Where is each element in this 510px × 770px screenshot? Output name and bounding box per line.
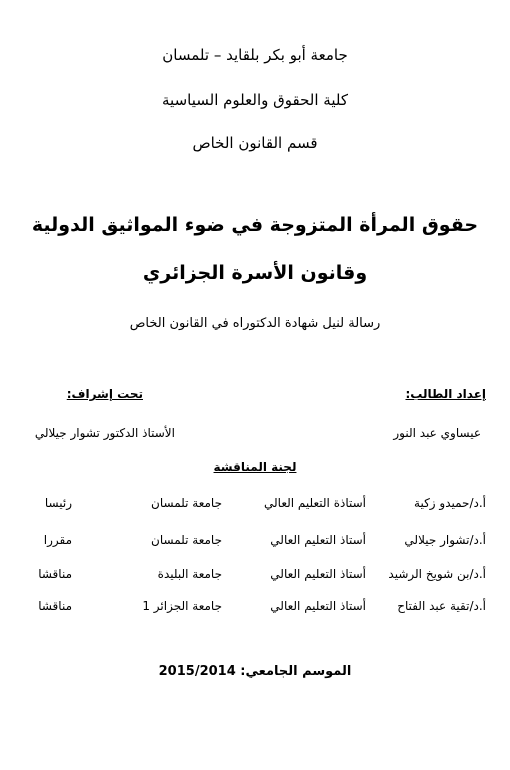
member-university: جامعة الجزائر 1 bbox=[142, 599, 222, 613]
student-name: عيساوي عبد النور bbox=[393, 426, 481, 440]
academic-year-label: الموسم الجامعي: bbox=[240, 664, 352, 679]
committee-row bbox=[0, 533, 510, 553]
member-name: أ.د/بن شويخ الرشيد bbox=[388, 567, 486, 581]
supervisor-label: تحت إشراف: bbox=[66, 387, 143, 401]
academic-year bbox=[0, 664, 510, 679]
member-rank: أستاذ التعليم العالي bbox=[270, 533, 366, 547]
member-university: جامعة تلمسان bbox=[151, 496, 222, 510]
academic-year-value: 2015/2014 bbox=[158, 664, 236, 679]
university-name: جامعة أبو بكر بلقايد – تلمسان bbox=[162, 46, 348, 64]
member-name: أ.د/تشوار جيلالي bbox=[404, 533, 486, 547]
thesis-title-line1: حقوق المرأة المتزوجة في ضوء المواثيق الدولية bbox=[31, 214, 479, 236]
member-role: مقررا bbox=[43, 533, 72, 547]
member-role: مناقشا bbox=[38, 599, 72, 613]
committee-row bbox=[0, 496, 510, 516]
member-university: جامعة تلمسان bbox=[151, 533, 222, 547]
member-rank: أستاذ التعليم العالي bbox=[270, 567, 366, 581]
thesis-subtitle: رسالة لنيل شهادة الدكتوراه في القانون الخاص bbox=[129, 316, 381, 331]
supervisor-name: الأستاذ الدكتور تشوار جيلالي bbox=[34, 426, 175, 440]
member-name: أ.د/تقية عبد الفتاح bbox=[397, 599, 486, 613]
member-role: مناقشا bbox=[38, 567, 72, 581]
member-rank: أستاذة التعليم العالي bbox=[264, 496, 366, 510]
committee-row bbox=[0, 599, 510, 619]
member-rank: أستاذ التعليم العالي bbox=[270, 599, 366, 613]
faculty-name: كلية الحقوق والعلوم السياسية bbox=[162, 91, 348, 109]
thesis-title-line2: وقانون الأسرة الجزائري bbox=[142, 262, 368, 284]
member-role: رئيسا bbox=[44, 496, 72, 510]
committee-row bbox=[0, 567, 510, 587]
student-label: إعداد الطالب: bbox=[405, 387, 486, 401]
member-university: جامعة البليدة bbox=[157, 567, 222, 581]
member-name: أ.د/حميدو زكية bbox=[414, 496, 486, 510]
department-name: قسم القانون الخاص bbox=[192, 134, 318, 152]
committee-heading: لجنة المناقشة bbox=[213, 460, 297, 474]
